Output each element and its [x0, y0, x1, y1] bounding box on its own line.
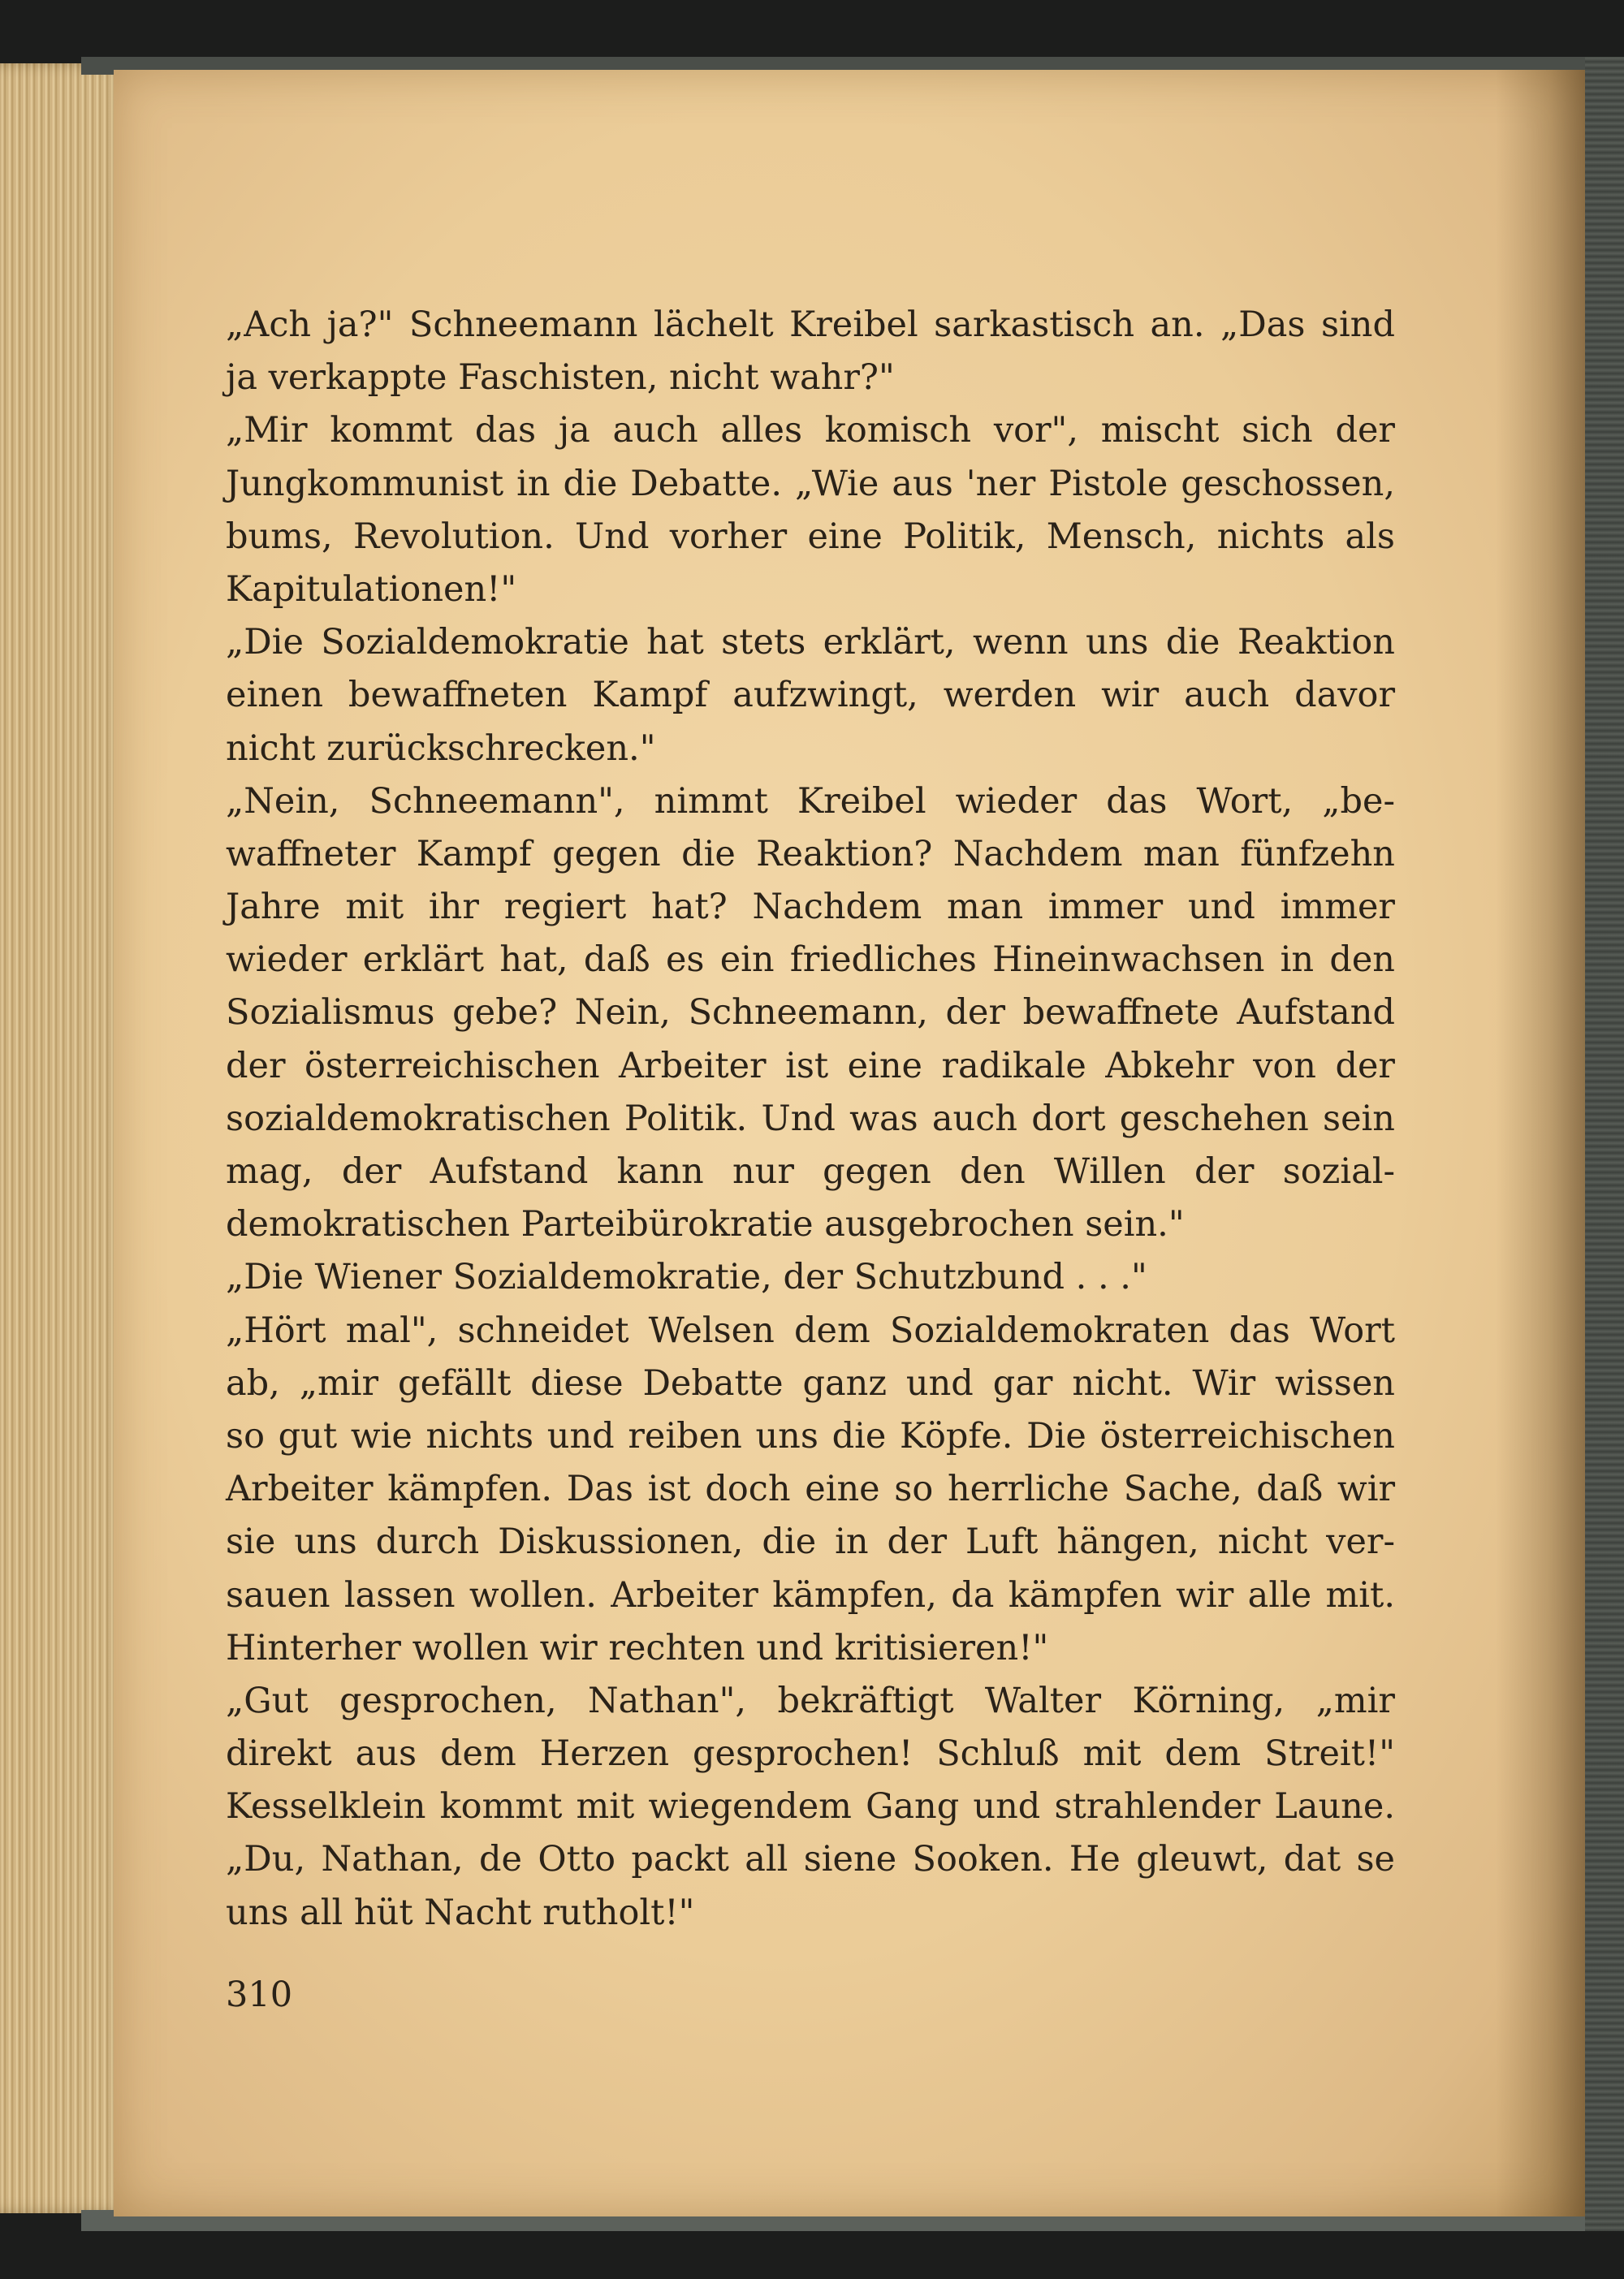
text-line: uns all hüt Nacht rutholt!"	[226, 1892, 695, 1933]
text-line: „Die Sozialdemokratie hat stets erklärt, wenn uns die Reaktion	[226, 622, 1395, 663]
page-text	[226, 299, 1395, 1940]
text-line: demokratischen Parteibürokratie ausgebrochen sein."	[226, 1204, 1185, 1245]
gutter-shadow	[1496, 70, 1585, 2216]
text-line: „Hört mal", schneidet Welsen dem Sozialdemokraten das Wort	[226, 1310, 1395, 1351]
text-line: sauen lassen wollen. Arbeiter kämpfen, da kämpfen wir alle mit.	[226, 1574, 1395, 1616]
book-binding	[1585, 57, 1624, 2231]
text-line: Jungkommunist in die Debatte. „Wie aus 'ner Pistole geschossen,	[226, 463, 1395, 504]
text-line: „Du, Nathan, de Otto packt all siene Sooken. He gleuwt, dat se	[226, 1839, 1395, 1880]
text-line: „Mir kommt das ja auch alles komisch vor", mischt sich der	[226, 410, 1395, 451]
text-line: waffneter Kampf gegen die Reaktion? Nachdem man fünfzehn	[226, 833, 1395, 874]
text-line: so gut wie nichts und reiben uns die Köpfe. Die österreichischen	[226, 1415, 1395, 1457]
text-line: Sozialismus gebe? Nein, Schneemann, der bewaffnete Aufstand	[226, 992, 1395, 1034]
text-line: „Die Wiener Sozialdemokratie, der Schutzbund . . ."	[226, 1257, 1147, 1298]
text-line: Kesselklein kommt mit wiegendem Gang und strahlender Laune.	[226, 1786, 1395, 1828]
text-line: direkt aus dem Herzen gesprochen! Schluß mit dem Streit!"	[226, 1733, 1395, 1775]
text-line: Jahre mit ihr regiert hat? Nachdem man immer und immer	[226, 887, 1395, 928]
text-line: bums, Revolution. Und vorher eine Politik, Mensch, nichts als	[226, 516, 1395, 557]
text-line: sozialdemokratischen Politik. Und was auch dort geschehen sein	[226, 1098, 1395, 1139]
text-line: „Nein, Schneemann", nimmt Kreibel wieder das Wort, „be-	[226, 780, 1395, 822]
text-line: Arbeiter kämpfen. Das ist doch eine so herrliche Sache, daß wir	[226, 1469, 1395, 1510]
text-line: Hinterher wollen wir rechten und kritisieren!"	[226, 1627, 1049, 1668]
page-edge-stack	[0, 63, 130, 2213]
text-line: nicht zurückschrecken."	[226, 727, 656, 769]
text-line: der österreichischen Arbeiter ist eine radikale Abkehr von der	[226, 1045, 1395, 1086]
text-line: Kapitulationen!"	[226, 568, 517, 610]
page-number: 310	[226, 1975, 293, 2015]
text-line: ja verkappte Faschisten, nicht wahr?"	[226, 357, 895, 399]
text-line: wieder erklärt hat, daß es ein friedliches Hineinwachsen in den	[226, 939, 1395, 981]
text-line: ab, „mir gefällt diese Debatte ganz und gar nicht. Wir wissen	[226, 1362, 1395, 1404]
text-line: sie uns durch Diskussionen, die in der Luft hängen, nicht ver-	[226, 1521, 1395, 1563]
text-line: mag, der Aufstand kann nur gegen den Willen der sozial-	[226, 1151, 1395, 1192]
text-line: einen bewaffneten Kampf aufzwingt, werden wir auch davor	[226, 675, 1395, 716]
text-line: „Ach ja?" Schneemann lächelt Kreibel sarkastisch an. „Das sind	[226, 304, 1395, 345]
text-line: „Gut gesprochen, Nathan", bekräftigt Walter Körning, „mir	[226, 1680, 1395, 1721]
